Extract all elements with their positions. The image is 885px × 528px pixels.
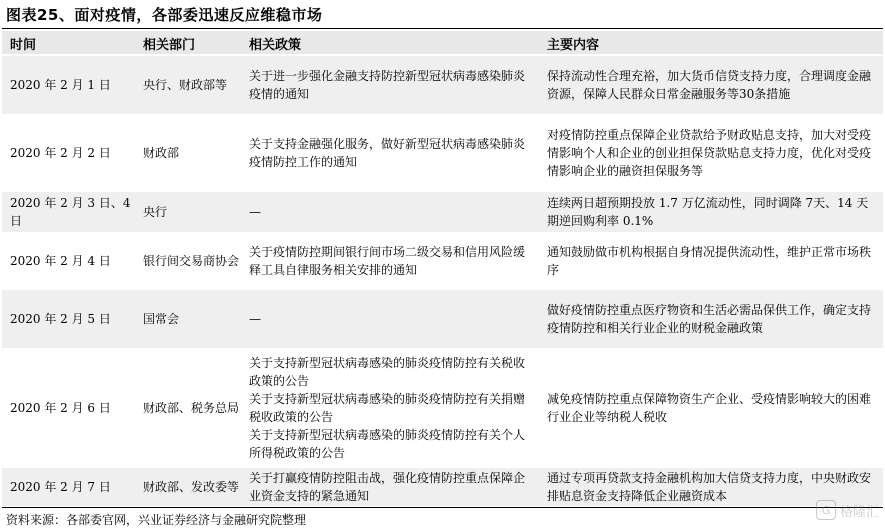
- cell-policy: —: [249, 312, 261, 326]
- cell-dept: 央行: [143, 205, 168, 219]
- cell-dept: 财政部、税务总局: [143, 401, 240, 415]
- cell-content: 减免疫情防控重点保障物资生产企业、受疫情影响较大的困难行业企业等纳税人税收: [547, 392, 872, 424]
- watermark-logo-icon: G: [816, 500, 836, 520]
- cell-dept: 国常会: [143, 312, 180, 326]
- header-policy: 相关政策: [249, 38, 302, 53]
- cell-time: 2020 年 2 月 4 日: [10, 254, 111, 268]
- table-row: [2, 192, 883, 232]
- cell-time: 2020 年 2 月 3 日、4 日: [10, 196, 131, 228]
- cell-policy: 关于打赢疫情防控阻击战，强化疫情防控重点保障企业资金支持的紧急通知: [249, 471, 526, 503]
- table-row: [2, 348, 883, 468]
- cell-content: 通过专项再贷款支持金融机构加大信贷支持力度，中央财政安排贴息资金支持降低企业融资成本: [547, 471, 872, 503]
- source-note: 资料来源：各部委官网，兴业证券经济与金融研究院整理: [6, 513, 307, 527]
- cell-time: 2020 年 2 月 7 日: [10, 480, 111, 494]
- cell-content: 做好疫情防控重点医疗物资和生活必需品保供工作，确定支持疫情防控和相关行业企业的财税金融政策: [547, 303, 872, 335]
- watermark: [816, 500, 879, 520]
- table-row: [2, 290, 883, 348]
- cell-content: 通知鼓励做市机构根据自身情况提供流动性，维护正常市场秩序: [547, 245, 872, 277]
- table-row: [2, 56, 883, 114]
- cell-policy: 关于进一步强化金融支持防控新型冠状病毒感染肺炎疫情的通知: [249, 69, 526, 101]
- cell-policy: 关于疫情防控期间银行间市场二级交易和信用风险缓释工具自律服务相关安排的通知: [249, 245, 526, 277]
- cell-dept: 财政部: [143, 146, 180, 160]
- header-dept: 相关部门: [143, 38, 196, 53]
- cell-dept: 财政部、发改委等: [143, 480, 240, 494]
- figure-title: 图表25、面对疫情，各部委迅速反应维稳市场: [6, 6, 323, 24]
- cell-dept: 银行间交易商协会: [143, 254, 240, 268]
- header-time: 时间: [10, 38, 37, 53]
- cell-policy: —: [249, 205, 261, 219]
- table-row: [2, 114, 883, 192]
- cell-content: 对疫情防控重点保障企业贷款给予财政贴息支持，加大对受疫情影响个人和企业的创业担保贷款贴息支持力度，优化对受疫情影响企业的融资担保服务等: [547, 128, 872, 178]
- cell-content: 连续两日超预期投放 1.7 万亿流动性，同时调降 7天、14 天期逆回购利率 0.1%: [547, 196, 869, 228]
- cell-policy-line: 关于支持新型冠状病毒感染的肺炎疫情防控有关捐赠税收政策的公告: [249, 392, 526, 424]
- cell-policy: 关于支持金融强化服务，做好新型冠状病毒感染肺炎疫情防控工作的通知: [249, 137, 526, 169]
- cell-policy-line: 关于支持新型冠状病毒感染的肺炎疫情防控有关税收政策的公告: [249, 356, 526, 388]
- table-row: [2, 468, 883, 506]
- cell-time: 2020 年 2 月 1 日: [10, 78, 111, 92]
- title-divider: [2, 28, 883, 29]
- cell-policy-line: 关于支持新型冠状病毒感染的肺炎疫情防控有关个人所得税政策的公告: [249, 428, 526, 460]
- cell-dept: 央行、财政部等: [143, 78, 228, 92]
- cell-content: 保持流动性合理充裕，加大货币信贷支持力度，合理调度金融资源，保障人民群众日常金融服务等30条措施: [547, 69, 872, 101]
- table-header: [2, 31, 883, 54]
- cell-time: 2020 年 2 月 6 日: [10, 401, 111, 415]
- cell-time: 2020 年 2 月 2 日: [10, 146, 111, 160]
- header-content: 主要内容: [547, 38, 600, 53]
- cell-time: 2020 年 2 月 5 日: [10, 312, 111, 326]
- table-row: [2, 232, 883, 290]
- watermark-text: 格隆汇: [839, 504, 879, 520]
- table-bottom-divider: [2, 507, 883, 508]
